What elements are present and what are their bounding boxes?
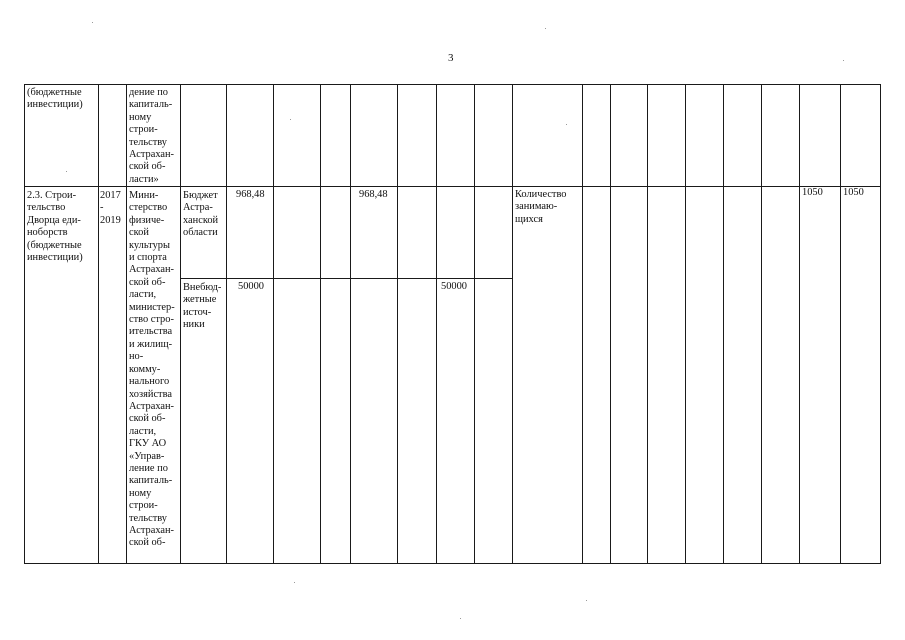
column-border	[474, 84, 475, 564]
column-border	[761, 84, 762, 564]
extrabudgetary-total: 50000	[238, 281, 264, 292]
column-border	[840, 84, 841, 564]
column-border	[273, 84, 274, 564]
table-top-border	[24, 84, 881, 85]
scan-speck	[566, 124, 567, 125]
column-border	[126, 84, 127, 564]
column-border	[647, 84, 648, 564]
funding-source-regional-budget: Бюджет Астра- ханской области	[183, 190, 219, 239]
scan-speck	[290, 119, 291, 120]
column-border	[24, 84, 25, 564]
scan-speck	[294, 582, 295, 583]
indicator-value: 1050	[802, 187, 823, 198]
scan-speck	[843, 60, 844, 61]
regional-budget-year-value: 968,48	[359, 189, 388, 200]
funding-source-extrabudgetary: Внебюд- жетные источ- ники	[183, 282, 222, 331]
page-number: 3	[448, 52, 454, 64]
column-border	[350, 84, 351, 564]
source-divider	[180, 278, 512, 279]
extrabudgetary-year-value: 50000	[441, 281, 467, 292]
continued-row-name: (бюджетные инвестиции)	[27, 87, 83, 111]
column-border	[685, 84, 686, 564]
continued-row-executor: дение по капиталь- ному строи- тельству Астрахан- ской об- ласти»	[129, 87, 175, 185]
row-2-3-executor: Мини- стерство физиче- ской культуры и спорта Астрахан- ской об- ласти, министер- ство стро- ительства и жилищ- но- комму- нального хозяйства Астрахан- ской об- ласти, ГКУ АО «Управ- ление по капиталь- ному строи- тельству Астрахан- ской об-	[129, 190, 175, 549]
table-bottom-border	[24, 563, 881, 564]
column-border	[723, 84, 724, 564]
scan-speck	[586, 600, 587, 601]
column-border	[436, 84, 437, 564]
indicator-name: Количество занимаю- щихся	[515, 189, 567, 225]
column-border	[512, 84, 513, 564]
row-2-3-name: 2.3. Строи- тельство Дворца еди- ноборств (бюджетные инвестиции)	[27, 190, 83, 264]
column-border	[226, 84, 227, 564]
column-border	[98, 84, 99, 564]
scan-speck	[92, 22, 93, 23]
indicator-value: 1050	[843, 187, 864, 198]
scan-speck	[66, 171, 67, 172]
column-border	[799, 84, 800, 564]
column-border	[582, 84, 583, 564]
row-2-3-period: 2017 - 2019	[100, 190, 121, 226]
scan-speck	[460, 618, 461, 619]
column-border	[880, 84, 881, 564]
column-border	[320, 84, 321, 564]
regional-budget-total: 968,48	[236, 189, 265, 200]
scan-speck	[545, 28, 546, 29]
column-border	[610, 84, 611, 564]
column-border	[397, 84, 398, 564]
